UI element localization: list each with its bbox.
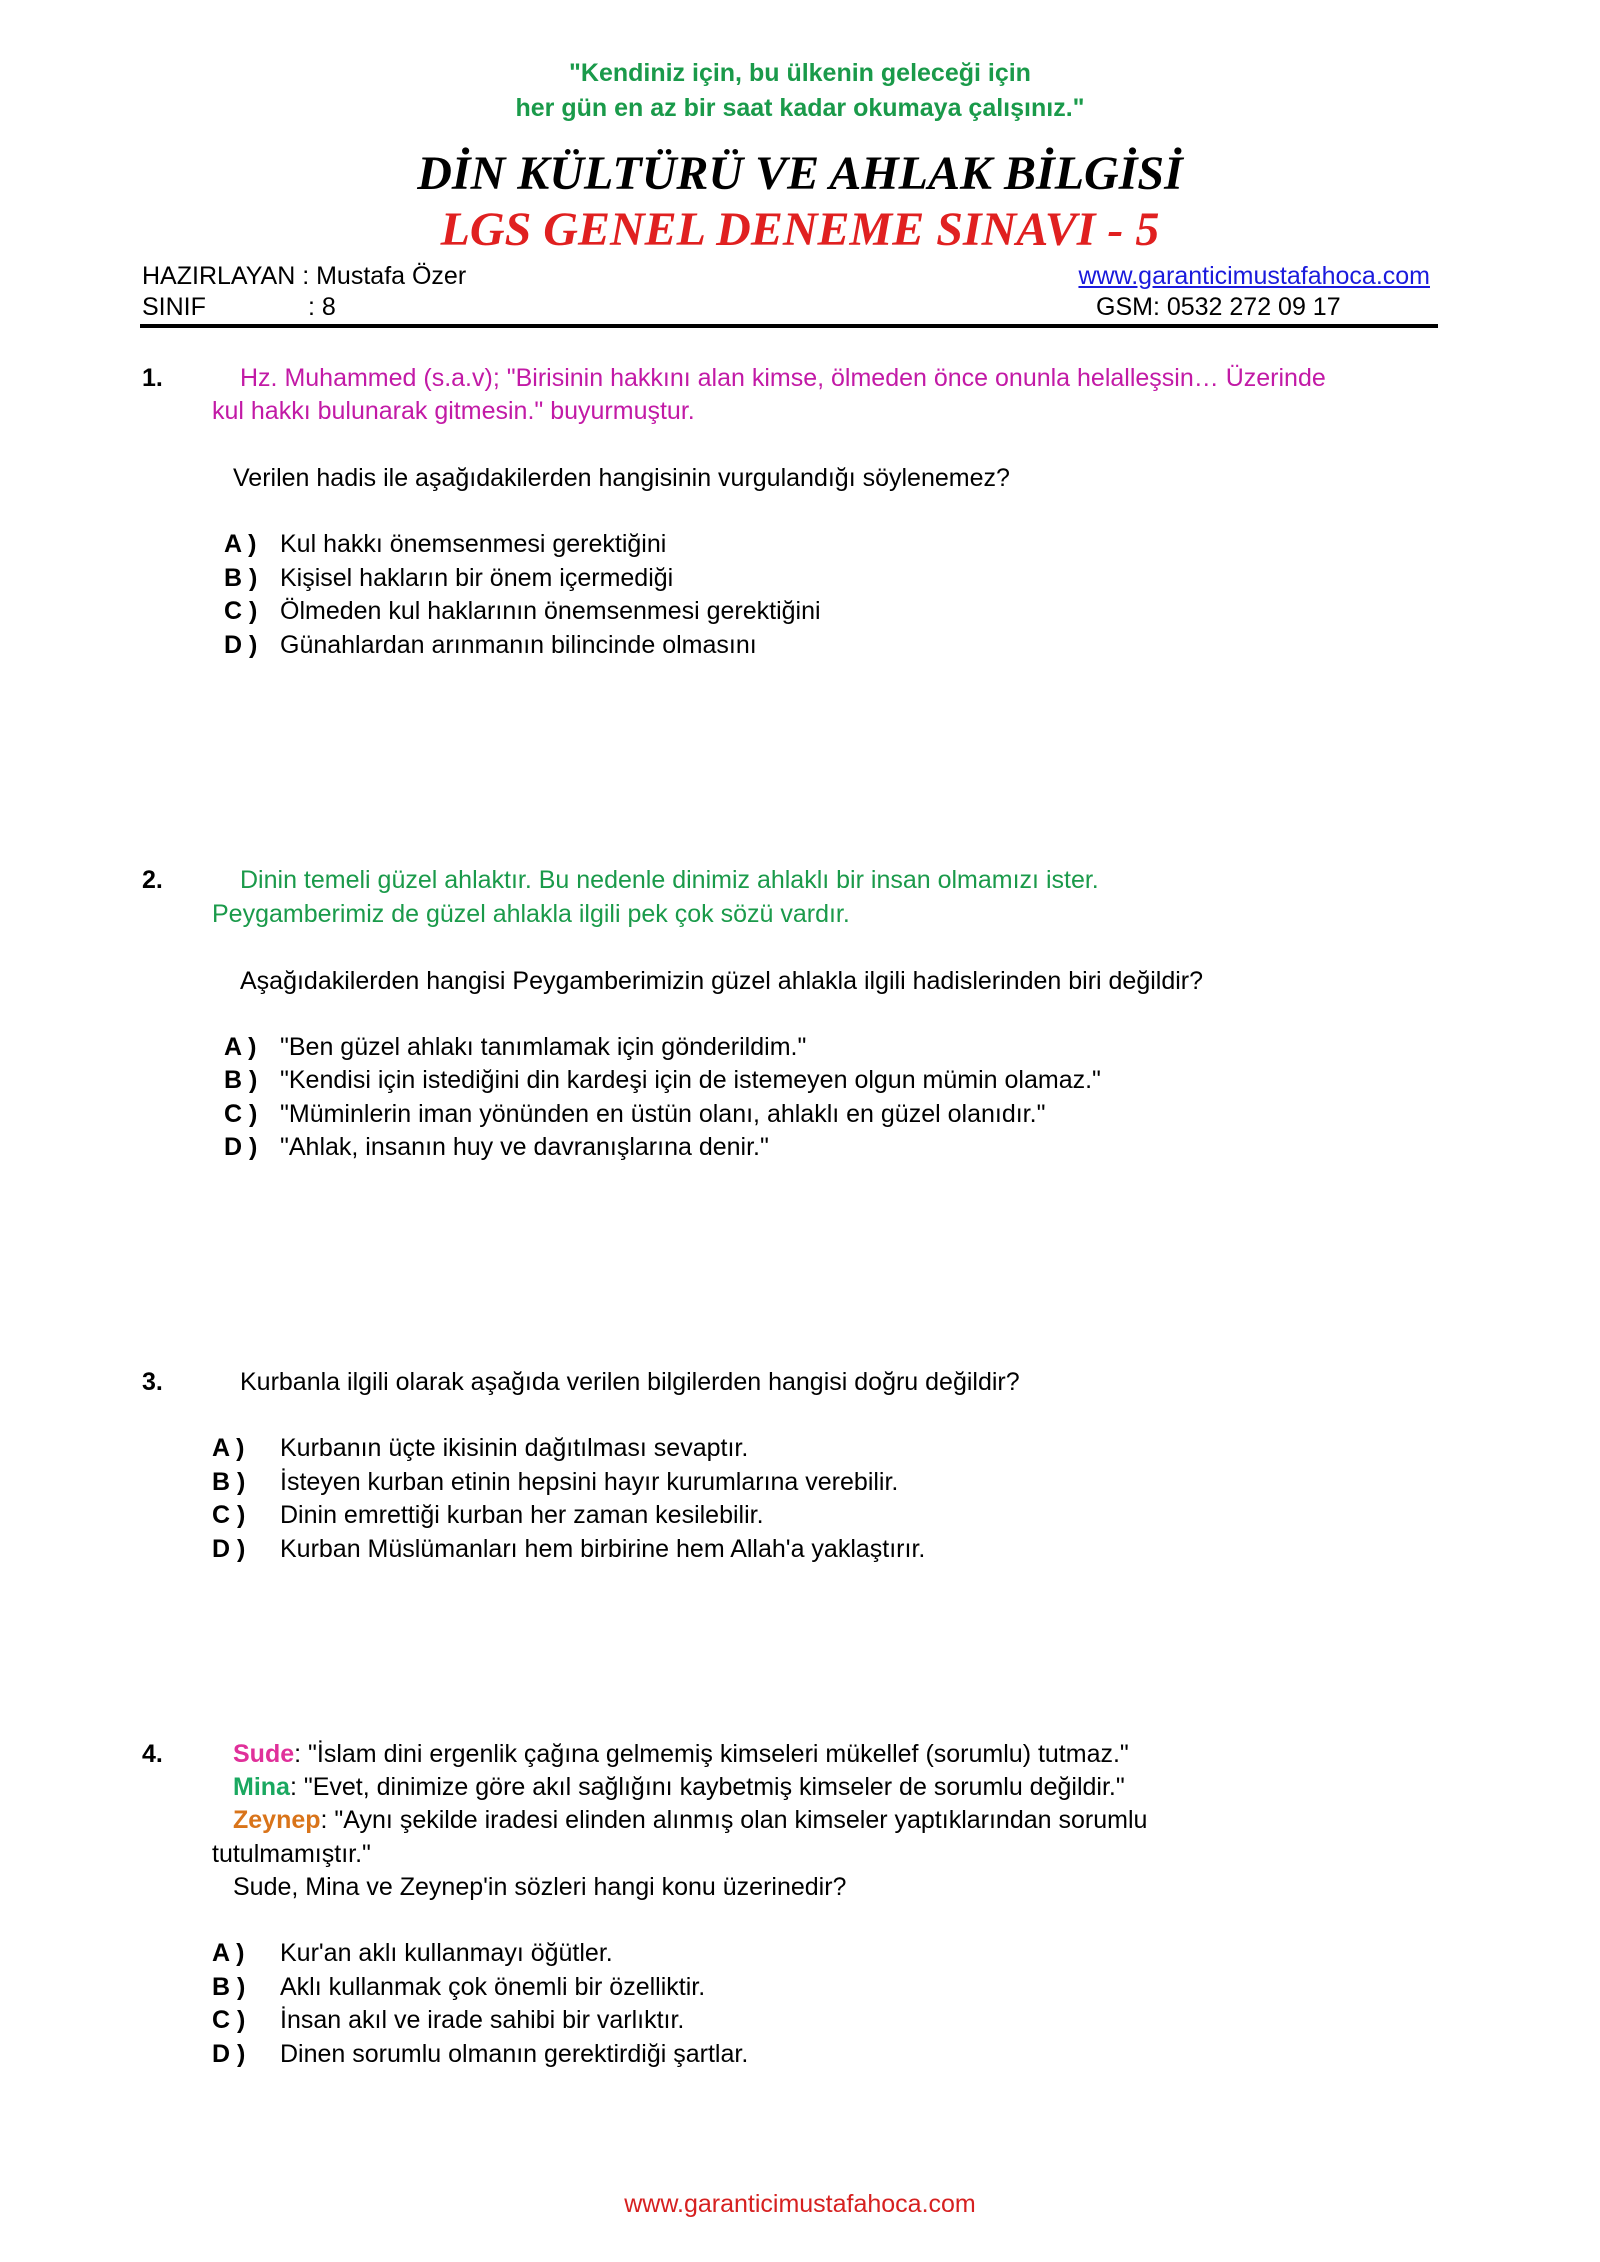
question-1-option-a-label[interactable]: A )	[224, 530, 257, 558]
question-2-stem-line-2: Peygamberimiz de güzel ahlakla ilgili pek çok sözü vardır.	[212, 900, 850, 928]
question-2-option-c-label[interactable]: C )	[224, 1100, 258, 1128]
question-1-stem-line-2: kul hakkı bulunarak gitmesin." buyurmuştur.	[212, 397, 695, 425]
question-2-option-a-label[interactable]: A )	[224, 1033, 257, 1061]
question-4-dialogue-line-2	[233, 1771, 1125, 1804]
question-4-option-b-label[interactable]: B )	[212, 1973, 246, 2001]
question-4-option-a-label[interactable]: A )	[212, 1939, 245, 1967]
question-3-option-d-text[interactable]: Kurban Müslümanları hem birbirine hem Allah'a yaklaştırır.	[280, 1535, 926, 1563]
question-2-option-d-label[interactable]: D )	[224, 1133, 258, 1161]
question-4-option-b-text[interactable]: Aklı kullanmak çok önemli bir özelliktir.	[280, 1973, 706, 2001]
question-3-option-a-text[interactable]: Kurbanın üçte ikisinin dağıtılması sevaptır.	[280, 1434, 749, 1462]
question-2-number: 2.	[142, 866, 163, 894]
question-1-prompt: Verilen hadis ile aşağıdakilerden hangisinin vurgulandığı söylenemez?	[233, 464, 1010, 492]
document-title: DİN KÜLTÜRÜ VE AHLAK BİLGİSİ	[417, 147, 1183, 200]
question-4-option-c-label[interactable]: C )	[212, 2006, 246, 2034]
question-3-option-c-label[interactable]: C )	[212, 1501, 246, 1529]
question-4-line-1-text: : "İslam dini ergenlik çağına gelmemiş kimseleri mükellef (sorumlu) tutmaz."	[294, 1740, 1129, 1768]
question-1-option-d-text[interactable]: Günahlardan arınmanın bilincinde olmasını	[280, 631, 757, 659]
question-1-option-b-text[interactable]: Kişisel hakların bir önem içermediği	[280, 564, 674, 592]
question-4-dialogue-line-1	[233, 1738, 1129, 1771]
question-2-option-c-text[interactable]: "Müminlerin iman yönünden en üstün olanı, ahlaklı en güzel olanıdır."	[280, 1100, 1046, 1128]
question-1-option-a-text[interactable]: Kul hakkı önemsenmesi gerektiğini	[280, 530, 667, 558]
motto-line-2: her gün en az bir saat kadar okumaya çalışınız."	[515, 94, 1085, 122]
question-2-option-d-text[interactable]: "Ahlak, insanın huy ve davranışlarına denir."	[280, 1133, 769, 1161]
question-4-option-c-text[interactable]: İnsan akıl ve irade sahibi bir varlıktır.	[280, 2006, 685, 2034]
motto-line-1: "Kendiniz için, bu ülkenin geleceği için	[569, 59, 1031, 87]
question-2-option-b-text[interactable]: "Kendisi için istediğini din kardeşi için de istemeyen olgun mümin olamaz."	[280, 1066, 1101, 1094]
question-3-option-b-text[interactable]: İsteyen kurban etinin hepsini hayır kurumlarına verebilir.	[280, 1468, 899, 1496]
question-2-prompt: Aşağıdakilerden hangisi Peygamberimizin güzel ahlakla ilgili hadislerinden biri değildir?	[240, 967, 1204, 995]
question-3-option-a-label[interactable]: A )	[212, 1434, 245, 1462]
speaker-sude: Sude	[233, 1740, 295, 1768]
question-3-number: 3.	[142, 1368, 163, 1396]
question-1-option-b-label[interactable]: B )	[224, 564, 258, 592]
question-2-option-b-label[interactable]: B )	[224, 1066, 258, 1094]
question-1-option-c-label[interactable]: C )	[224, 597, 258, 625]
question-2-option-a-text[interactable]: "Ben güzel ahlakı tanımlamak için gönderildim."	[280, 1033, 807, 1061]
question-1-number: 1.	[142, 364, 163, 392]
question-1-stem-line-1: Hz. Muhammed (s.a.v); "Birisinin hakkını alan kimse, ölmeden önce onunla helalleşsin… Üzerinde	[240, 364, 1326, 392]
question-1-option-c-text[interactable]: Ölmeden kul haklarının önemsenmesi gerektiğini	[280, 597, 821, 625]
class-value: : 8	[308, 293, 336, 321]
question-4-dialogue-line-3	[233, 1804, 1147, 1837]
question-3-stem: Kurbanla ilgili olarak aşağıda verilen bilgilerden hangisi doğru değildir?	[240, 1368, 1020, 1396]
question-4-option-a-text[interactable]: Kur'an aklı kullanmayı öğütler.	[280, 1939, 613, 1967]
exam-title: LGS GENEL DENEME SINAVI - 5	[440, 203, 1160, 256]
footer-website[interactable]: www.garanticimustafahoca.com	[624, 2190, 976, 2218]
question-4-dialogue-line-3-cont: tutulmamıştır."	[212, 1840, 371, 1868]
website-link[interactable]: www.garanticimustafahoca.com	[1078, 262, 1430, 290]
question-3-option-b-label[interactable]: B )	[212, 1468, 246, 1496]
speaker-mina: Mina	[233, 1773, 290, 1801]
question-4-line-3-text: : "Aynı şekilde iradesi elinden alınmış olan kimseler yaptıklarından sorumlu	[320, 1806, 1148, 1834]
question-4-option-d-label[interactable]: D )	[212, 2040, 246, 2068]
question-4-option-d-text[interactable]: Dinen sorumlu olmanın gerektirdiği şartlar.	[280, 2040, 749, 2068]
gsm-number: GSM: 0532 272 09 17	[1096, 293, 1341, 321]
question-1-option-d-label[interactable]: D )	[224, 631, 258, 659]
question-3-option-d-label[interactable]: D )	[212, 1535, 246, 1563]
prepared-by: HAZIRLAYAN : Mustafa Özer	[142, 262, 467, 290]
class-label: SINIF	[142, 293, 206, 321]
question-3-option-c-text[interactable]: Dinin emrettiği kurban her zaman kesilebilir.	[280, 1501, 764, 1529]
speaker-zeynep: Zeynep	[233, 1806, 321, 1834]
question-4-line-2-text: : "Evet, dinimize göre akıl sağlığını kaybetmiş kimseler de sorumlu değildir."	[289, 1773, 1125, 1801]
question-4-number: 4.	[142, 1740, 163, 1768]
question-2-stem-line-1: Dinin temeli güzel ahlaktır. Bu nedenle dinimiz ahlaklı bir insan olmamızı ister.	[240, 866, 1099, 894]
header-divider	[140, 324, 1438, 328]
question-4-prompt: Sude, Mina ve Zeynep'in sözleri hangi konu üzerinedir?	[233, 1873, 847, 1901]
